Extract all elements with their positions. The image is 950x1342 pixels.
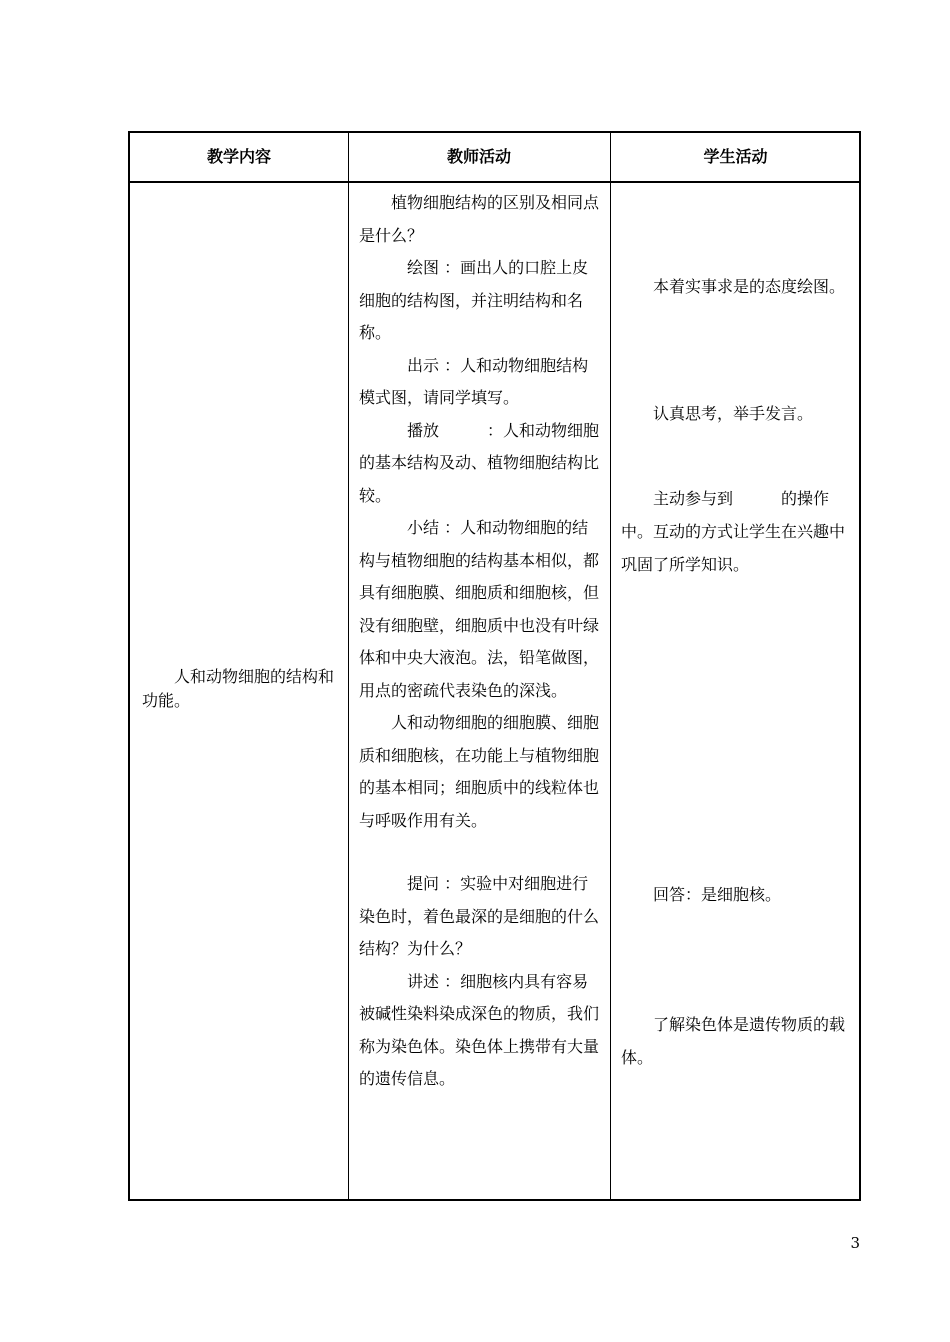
lesson-table (128, 131, 861, 1201)
teacher-activity-column (359, 187, 601, 1096)
header-teaching-content: 教学内容 (206, 147, 271, 166)
header-divider (130, 181, 859, 183)
teacher-paragraph: 小结 ：人和动物细胞的结构与植物细胞的结构基本相似，都具有细胞膜、细胞质和细胞核，但没有细胞壁，细胞质中也没有叶绿体和中央大液泡。法，铅笔做图，用点的密疏代表染色的深浅。 (359, 518, 600, 700)
teacher-paragraph: 绘图 ：画出人的口腔上皮细胞的结构图，并注明结构和名称。 (359, 258, 589, 342)
teacher-paragraph: 人和动物细胞的细胞膜、细胞质和细胞核，在功能上与植物细胞的基本相同；细胞质中的线粒体也与呼吸作用有关。 (359, 713, 600, 830)
teacher-paragraph: 播放 ：人和动物细胞的基本结构及动、植物细胞结构比较。 (359, 420, 600, 505)
header-teacher-activity: 教师活动 (446, 147, 511, 166)
column-divider-1 (348, 133, 349, 1199)
page-number: 3 (850, 1234, 860, 1252)
student-paragraph: 回答：是细胞核。 (653, 885, 782, 904)
student-paragraph: 主动参与到 的操作中。互动的方式让学生在兴趣中巩固了所学知识。 (621, 489, 846, 574)
teacher-paragraph: 提问 ：实验中对细胞进行染色时，着色最深的是细胞的什么结构？为什么？ (359, 874, 600, 958)
header-student-activity: 学生活动 (703, 147, 768, 166)
student-paragraph: 认真思考，举手发言。 (653, 404, 814, 423)
teacher-paragraph: 讲述 ：细胞核内具有容易被碱性染料染成深色的物质，我们称为染色体。染色体上携带有大量的遗传信息。 (359, 971, 600, 1088)
student-paragraph: 本着实事求是的态度绘图。 (653, 277, 846, 296)
student-paragraph: 了解染色体是遗传物质的载体。 (621, 1015, 846, 1067)
teacher-paragraph: 植物细胞结构的区别及相同点是什么？ (359, 193, 600, 245)
teacher-paragraph: 出示 ：人和动物细胞结构模式图，请同学填写。 (359, 355, 589, 407)
teaching-content-topic: 人和动物细胞的结构和功能。 (142, 667, 335, 710)
column-divider-2 (610, 133, 611, 1199)
